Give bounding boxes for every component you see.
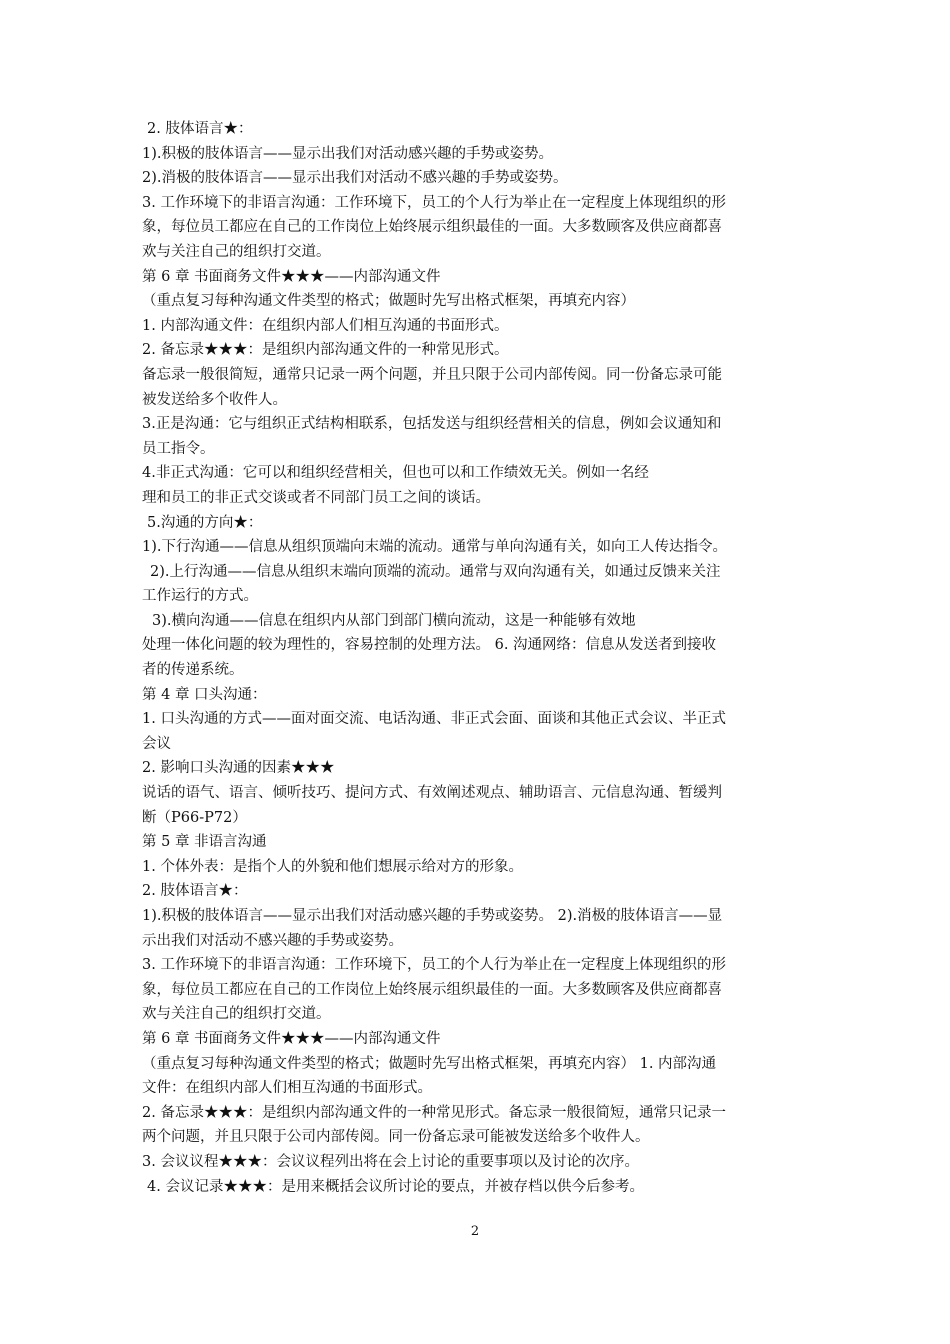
text-line: 3. 工作环境下的非语言沟通：工作环境下，员工的个人行为举止在一定程度上体现组织的形 — [142, 957, 726, 974]
text-line: 3).横向沟通——信息在组织内从部门到部门横向流动，这是一种能够有效地 — [152, 612, 636, 629]
text-line: 2).消极的肢体语言——显示出我们对活动不感兴趣的手势或姿势。 — [142, 170, 568, 187]
chapter-heading: 第 4 章 口头沟通： — [142, 686, 267, 703]
text-line: 2. 肢体语言★： — [142, 883, 248, 900]
text-line: 会议 — [142, 735, 171, 752]
page-number: 2 — [470, 1224, 480, 1239]
text-line: 理和员工的非正式交谈或者不同部门员工之间的谈话。 — [142, 489, 490, 506]
text-line: 处理一体化问题的较为理性的，容易控制的处理方法。 6. 沟通网络：信息从发送者到接收 — [142, 637, 717, 654]
chapter-heading: 第 5 章 非语言沟通 — [142, 834, 267, 851]
text-line: 1. 个体外表：是指个人的外貌和他们想展示给对方的形象。 — [142, 858, 523, 875]
text-line: 3.正是沟通：它与组织正式结构相联系，包括发送与组织经营相关的信息，例如会议通知和 — [142, 416, 722, 433]
text-line: 工作运行的方式。 — [142, 588, 258, 605]
text-line: 1).积极的肢体语言——显示出我们对活动感兴趣的手势或姿势。 2).消极的肢体语言——显 — [142, 908, 723, 924]
text-line: 欢与关注自己的组织打交道。 — [142, 1006, 331, 1023]
text-line: 5.沟通的方向★： — [147, 514, 263, 531]
text-line: （重点复习每种沟通文件类型的格式；做题时先写出格式框架，再填充内容） — [142, 293, 635, 310]
text-line: 2. 备忘录★★★：是组织内部沟通文件的一种常见形式。 — [142, 342, 509, 359]
text-line: 说话的语气、语言、倾听技巧、提问方式、有效阐述观点、辅助语言、元信息沟通、暂缓判 — [142, 785, 722, 802]
text-line: 3. 工作环境下的非语言沟通：工作环境下，员工的个人行为举止在一定程度上体现组织的形 — [142, 194, 726, 211]
text-line: 2. 备忘录★★★：是组织内部沟通文件的一种常见形式。备忘录一般很简短，通常只记录一 — [142, 1104, 726, 1121]
text-line: 文件：在组织内部人们相互沟通的书面形式。 — [142, 1080, 432, 1097]
text-line: 象，每位员工都应在自己的工作岗位上始终展示组织最佳的一面。大多数顾客及供应商都喜 — [142, 219, 722, 236]
text-body — [142, 117, 814, 1199]
text-line: 2).上行沟通——信息从组织末端向顶端的流动。通常与双向沟通有关，如通过反馈来关注 — [150, 563, 721, 580]
text-line: 1).下行沟通——信息从组织顶端向末端的流动。通常与单向沟通有关，如向工人传达指令。 — [142, 539, 727, 556]
text-line: 象，每位员工都应在自己的工作岗位上始终展示组织最佳的一面。大多数顾客及供应商都喜 — [142, 981, 722, 998]
text-line: 者的传递系统。 — [142, 662, 244, 679]
text-line: 两个问题，并且只限于公司内部传阅。同一份备忘录可能被发送给多个收件人。 — [142, 1129, 650, 1146]
text-line: 1. 口头沟通的方式——面对面交流、电话沟通、非正式会面、面谈和其他正式会议、半正式 — [142, 711, 726, 728]
text-line: 4. 会议记录★★★：是用来概括会议所讨论的要点，并被存档以供今后参考。 — [147, 1178, 644, 1195]
text-line: 2. 肢体语言★： — [147, 121, 253, 137]
text-line: 1).积极的肢体语言——显示出我们对活动感兴趣的手势或姿势。 — [142, 145, 553, 162]
text-line: 示出我们对活动不感兴趣的手势或姿势。 — [142, 932, 403, 949]
chapter-heading: 第 6 章 书面商务文件★★★——内部沟通文件 — [142, 268, 441, 285]
text-line: 断（P66-P72） — [142, 809, 247, 826]
text-line: 2. 影响口头沟通的因素★★★ — [142, 760, 335, 777]
text-line: 被发送给多个收件人。 — [142, 391, 287, 408]
text-line: 欢与关注自己的组织打交道。 — [142, 243, 331, 260]
text-line: （重点复习每种沟通文件类型的格式；做题时先写出格式框架，再填充内容） 1. 内部沟通 — [142, 1055, 717, 1072]
text-line: 备忘录一般很简短，通常只记录一两个问题，并且只限于公司内部传阅。同一份备忘录可能 — [142, 366, 722, 383]
chapter-heading: 第 6 章 书面商务文件★★★——内部沟通文件 — [142, 1030, 441, 1047]
text-line: 4.非正式沟通：它可以和组织经营相关，但也可以和工作绩效无关。例如一名经 — [142, 465, 649, 482]
text-line: 3. 会议议程★★★：会议议程列出将在会上讨论的重要事项以及讨论的次序。 — [142, 1153, 639, 1170]
text-line: 员工指令。 — [142, 440, 215, 457]
text-line: 1. 内部沟通文件：在组织内部人们相互沟通的书面形式。 — [142, 317, 509, 334]
